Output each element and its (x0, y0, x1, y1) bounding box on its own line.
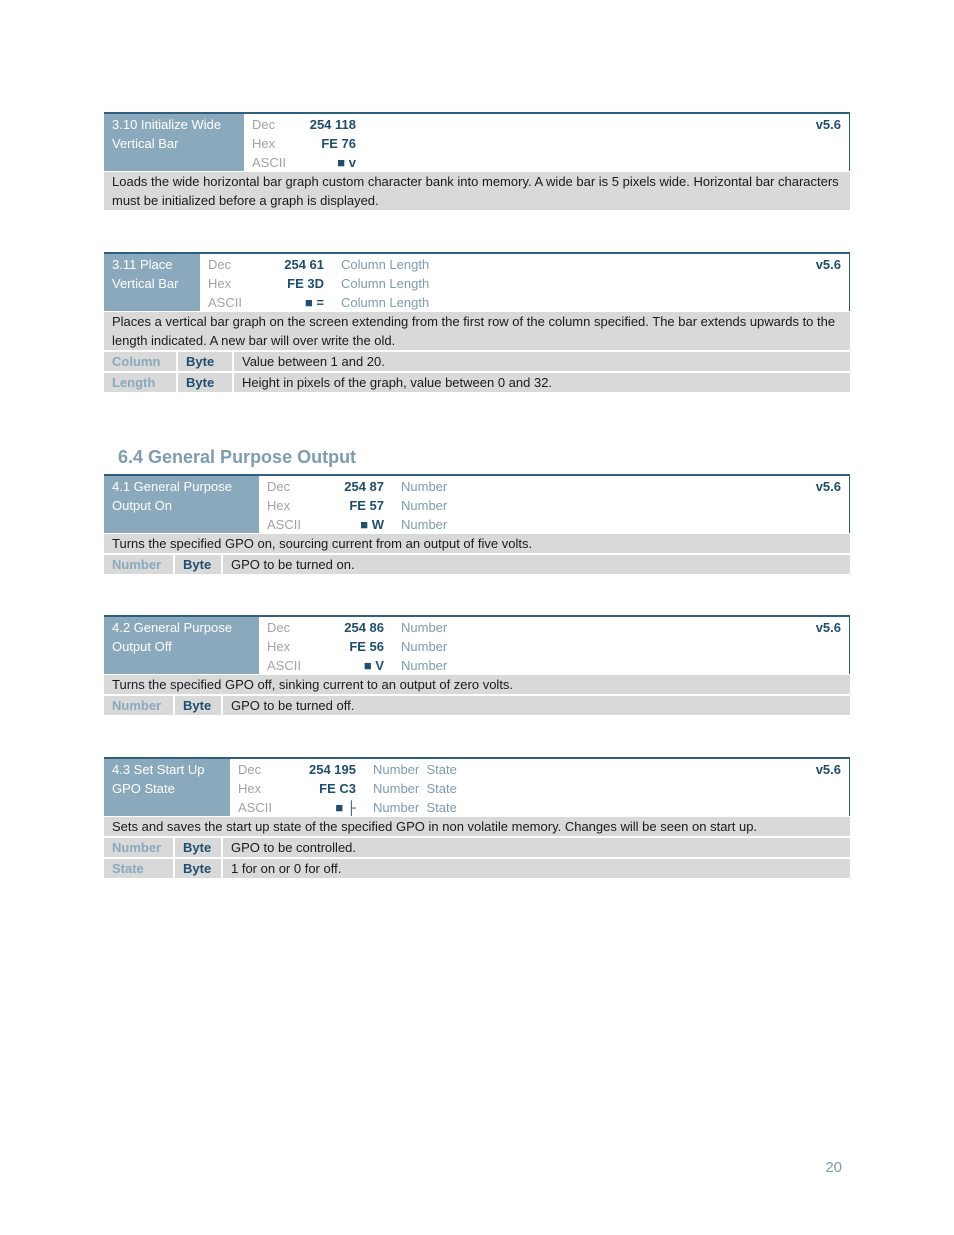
dec-value: 254 195 (309, 762, 356, 777)
parameter-name: Number (104, 555, 175, 574)
version-badge: v5.6 (815, 762, 841, 777)
param-names: Number State (373, 762, 457, 777)
parameter-row (104, 555, 850, 574)
command-block-4-2 (104, 615, 850, 715)
param-names: Number (401, 479, 448, 494)
dec-label: Dec (208, 257, 232, 272)
version-badge: v5.6 (815, 479, 841, 494)
ascii-label: ASCII (252, 155, 286, 170)
ascii-label: ASCII (238, 800, 272, 815)
parameter-name: Length (104, 373, 178, 392)
parameter-description: 1 for on or 0 for off. (231, 861, 342, 876)
hex-value: FE 56 (349, 639, 384, 654)
parameter-description: GPO to be controlled. (231, 840, 357, 855)
hex-value: FE 57 (349, 498, 384, 513)
hex-label: Hex (267, 498, 291, 513)
parameter-description: Value between 1 and 20. (242, 354, 385, 369)
hex-value: FE 76 (321, 136, 356, 151)
param-names: Column Length (341, 257, 430, 272)
command-title: 4.2 General Purpose Output Off (104, 617, 259, 674)
hex-label: Hex (252, 136, 276, 151)
command-title: 3.11 Place Vertical Bar (104, 254, 200, 311)
ascii-value: ■ = (304, 295, 324, 310)
command-title: 4.1 General Purpose Output On (104, 476, 259, 533)
hex-label: Hex (267, 639, 291, 654)
hex-label: Hex (238, 781, 262, 796)
dec-value: 254 118 (309, 117, 356, 132)
command-block-4-1 (104, 474, 850, 574)
param-names: Number (401, 498, 448, 513)
command-codes (230, 760, 710, 817)
version-badge: v5.6 (815, 257, 841, 272)
hex-value: FE 3D (287, 276, 324, 291)
command-block-4-3 (104, 757, 850, 878)
parameter-description: GPO to be turned off. (231, 698, 355, 713)
hex-value: FE C3 (319, 781, 356, 796)
command-description: Turns the specified GPO on, sourcing current from an output of five volts. (104, 534, 850, 553)
param-names: Column Length (341, 276, 430, 291)
command-header (104, 112, 850, 171)
command-codes (259, 618, 739, 675)
parameter-name: Number (104, 696, 175, 715)
command-title: 4.3 Set Start Up GPO State (104, 759, 230, 816)
command-codes (244, 115, 724, 172)
command-codes (200, 255, 680, 312)
parameter-name: Column (104, 352, 178, 371)
param-names: Number (401, 620, 448, 635)
ascii-label: ASCII (267, 517, 301, 532)
parameter-row (104, 696, 850, 715)
ascii-value: ■ W (360, 517, 384, 532)
dec-value: 254 86 (344, 620, 384, 635)
version-badge: v5.6 (815, 117, 841, 132)
command-title: 3.10 Initialize Wide Vertical Bar (104, 114, 244, 171)
command-description: Places a vertical bar graph on the screen extending from the first row of the column specified. The bar extends upwards to the length indicated. A new bar will over write the old. (104, 312, 850, 350)
dec-label: Dec (252, 117, 276, 132)
command-description: Sets and saves the start up state of the specified GPO in non volatile memory. Changes will be seen on start up. (104, 817, 850, 836)
parameter-row (104, 352, 850, 371)
command-description: Loads the wide horizontal bar graph custom character bank into memory. A wide bar is 5 pixels wide. Horizontal bar characters must be initialized before a graph is displayed. (104, 172, 850, 210)
page-number: 20 (825, 1159, 842, 1176)
parameter-row (104, 373, 850, 392)
parameter-name: State (104, 859, 175, 878)
ascii-value: ■ v (337, 155, 356, 170)
parameter-row (104, 838, 850, 857)
param-names: Column Length (341, 295, 430, 310)
command-description: Turns the specified GPO off, sinking current to an output of zero volts. (104, 675, 850, 694)
command-codes (259, 477, 739, 534)
section-title: 6.4 General Purpose Output (118, 447, 357, 467)
dec-label: Dec (267, 479, 291, 494)
command-block-3-10 (104, 112, 850, 210)
param-names: Number State (373, 800, 457, 815)
hex-label: Hex (208, 276, 232, 291)
parameter-type: Byte (175, 555, 223, 574)
parameter-description: Height in pixels of the graph, value between 0 and 32. (242, 375, 553, 390)
parameter-type: Byte (175, 838, 223, 857)
parameter-row (104, 859, 850, 878)
ascii-label: ASCII (208, 295, 242, 310)
command-header (104, 252, 850, 311)
parameter-type: Byte (175, 859, 223, 878)
dec-value: 254 61 (284, 257, 324, 272)
param-names: Number (401, 658, 448, 673)
ascii-label: ASCII (267, 658, 301, 673)
command-header (104, 474, 850, 533)
version-badge: v5.6 (815, 620, 841, 635)
dec-label: Dec (267, 620, 291, 635)
param-names: Number (401, 639, 448, 654)
parameter-name: Number (104, 838, 175, 857)
command-header (104, 757, 850, 816)
param-names: Number (401, 517, 448, 532)
dec-value: 254 87 (344, 479, 384, 494)
parameter-description: GPO to be turned on. (231, 557, 355, 572)
ascii-value: ■ ├ (335, 800, 356, 815)
command-block-3-11 (104, 252, 850, 392)
dec-label: Dec (238, 762, 262, 777)
ascii-value: ■ V (363, 658, 384, 673)
param-names: Number State (373, 781, 457, 796)
parameter-type: Byte (178, 373, 234, 392)
command-header (104, 615, 850, 674)
parameter-type: Byte (175, 696, 223, 715)
parameter-type: Byte (178, 352, 234, 371)
